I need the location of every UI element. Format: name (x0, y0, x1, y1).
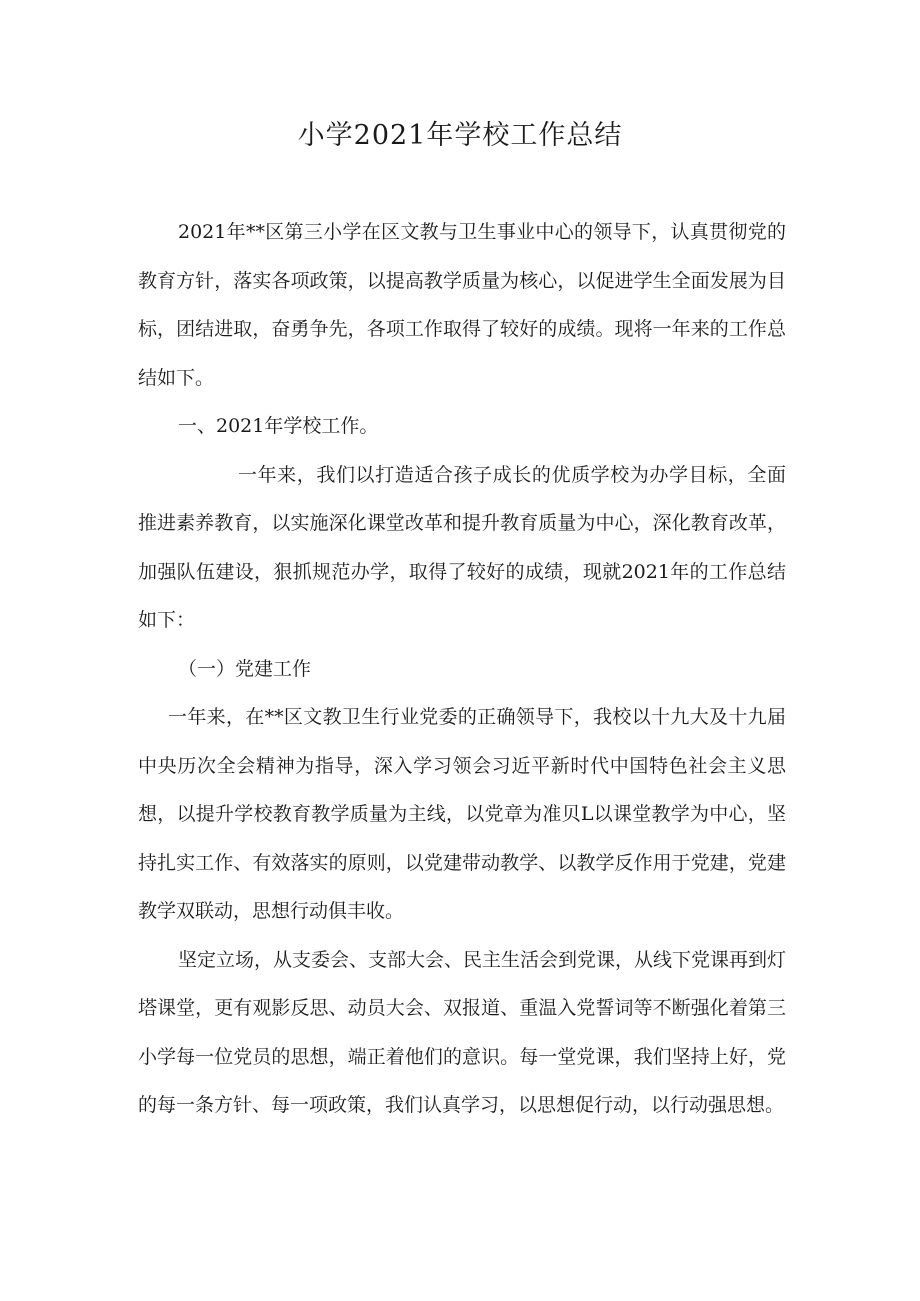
paragraph-party-1: 一年来，在**区文教卫生行业党委的正确领导下，我校以十九大及十九届中央历次全会精神为指导，深入学习领会习近平新时代中国特色社会主义思想，以提升学校教育教学质量为主线，以党章为准贝L以课堂教学为中心，坚持扎实工作、有效落实的原则，以党建带动教学、以教学反作用于党建，党建教学双联动，思想行动俱丰收。 (138, 706, 786, 922)
subsection-heading-party: （一）党建工作 (178, 657, 312, 680)
paragraph-intro: 2021年**区第三小学在区文教与卫生事业中心的领导下，认真贯彻党的教育方针，落实各项政策，以提高教学质量为核心，以促进学生全面发展为目标，团结进取，奋勇争先，各项工作取得了较好的成绩。现将一年来的工作总结如下。 (138, 221, 786, 389)
document-body (138, 208, 786, 1130)
section-heading-1: 一、2021年学校工作。 (178, 415, 379, 437)
paragraph-section-1: 一年来，我们以打造适合孩子成长的优质学校为办学目标，全面推进素养教育，以实施深化课堂改革和提升教育质量为中心，深化教育改革，加强队伍建设，狠抓规范办学，取得了较好的成绩，现就2021年的工作总结如下： (138, 463, 786, 631)
document-title: 小学2021年学校工作总结 (297, 120, 623, 151)
paragraph-party-2: 坚定立场，从支委会、支部大会、民主生活会到党课，从线下党课再到灯塔课堂，更有观影反思、动员大会、双报道、重温入党誓词等不断强化着第三小学每一位党员的思想，端正着他们的意识。每一堂党课，我们坚持上好，党的每一条方针、每一项政策，我们认真学习，以思想促行动，以行动强思想。 (138, 948, 787, 1116)
